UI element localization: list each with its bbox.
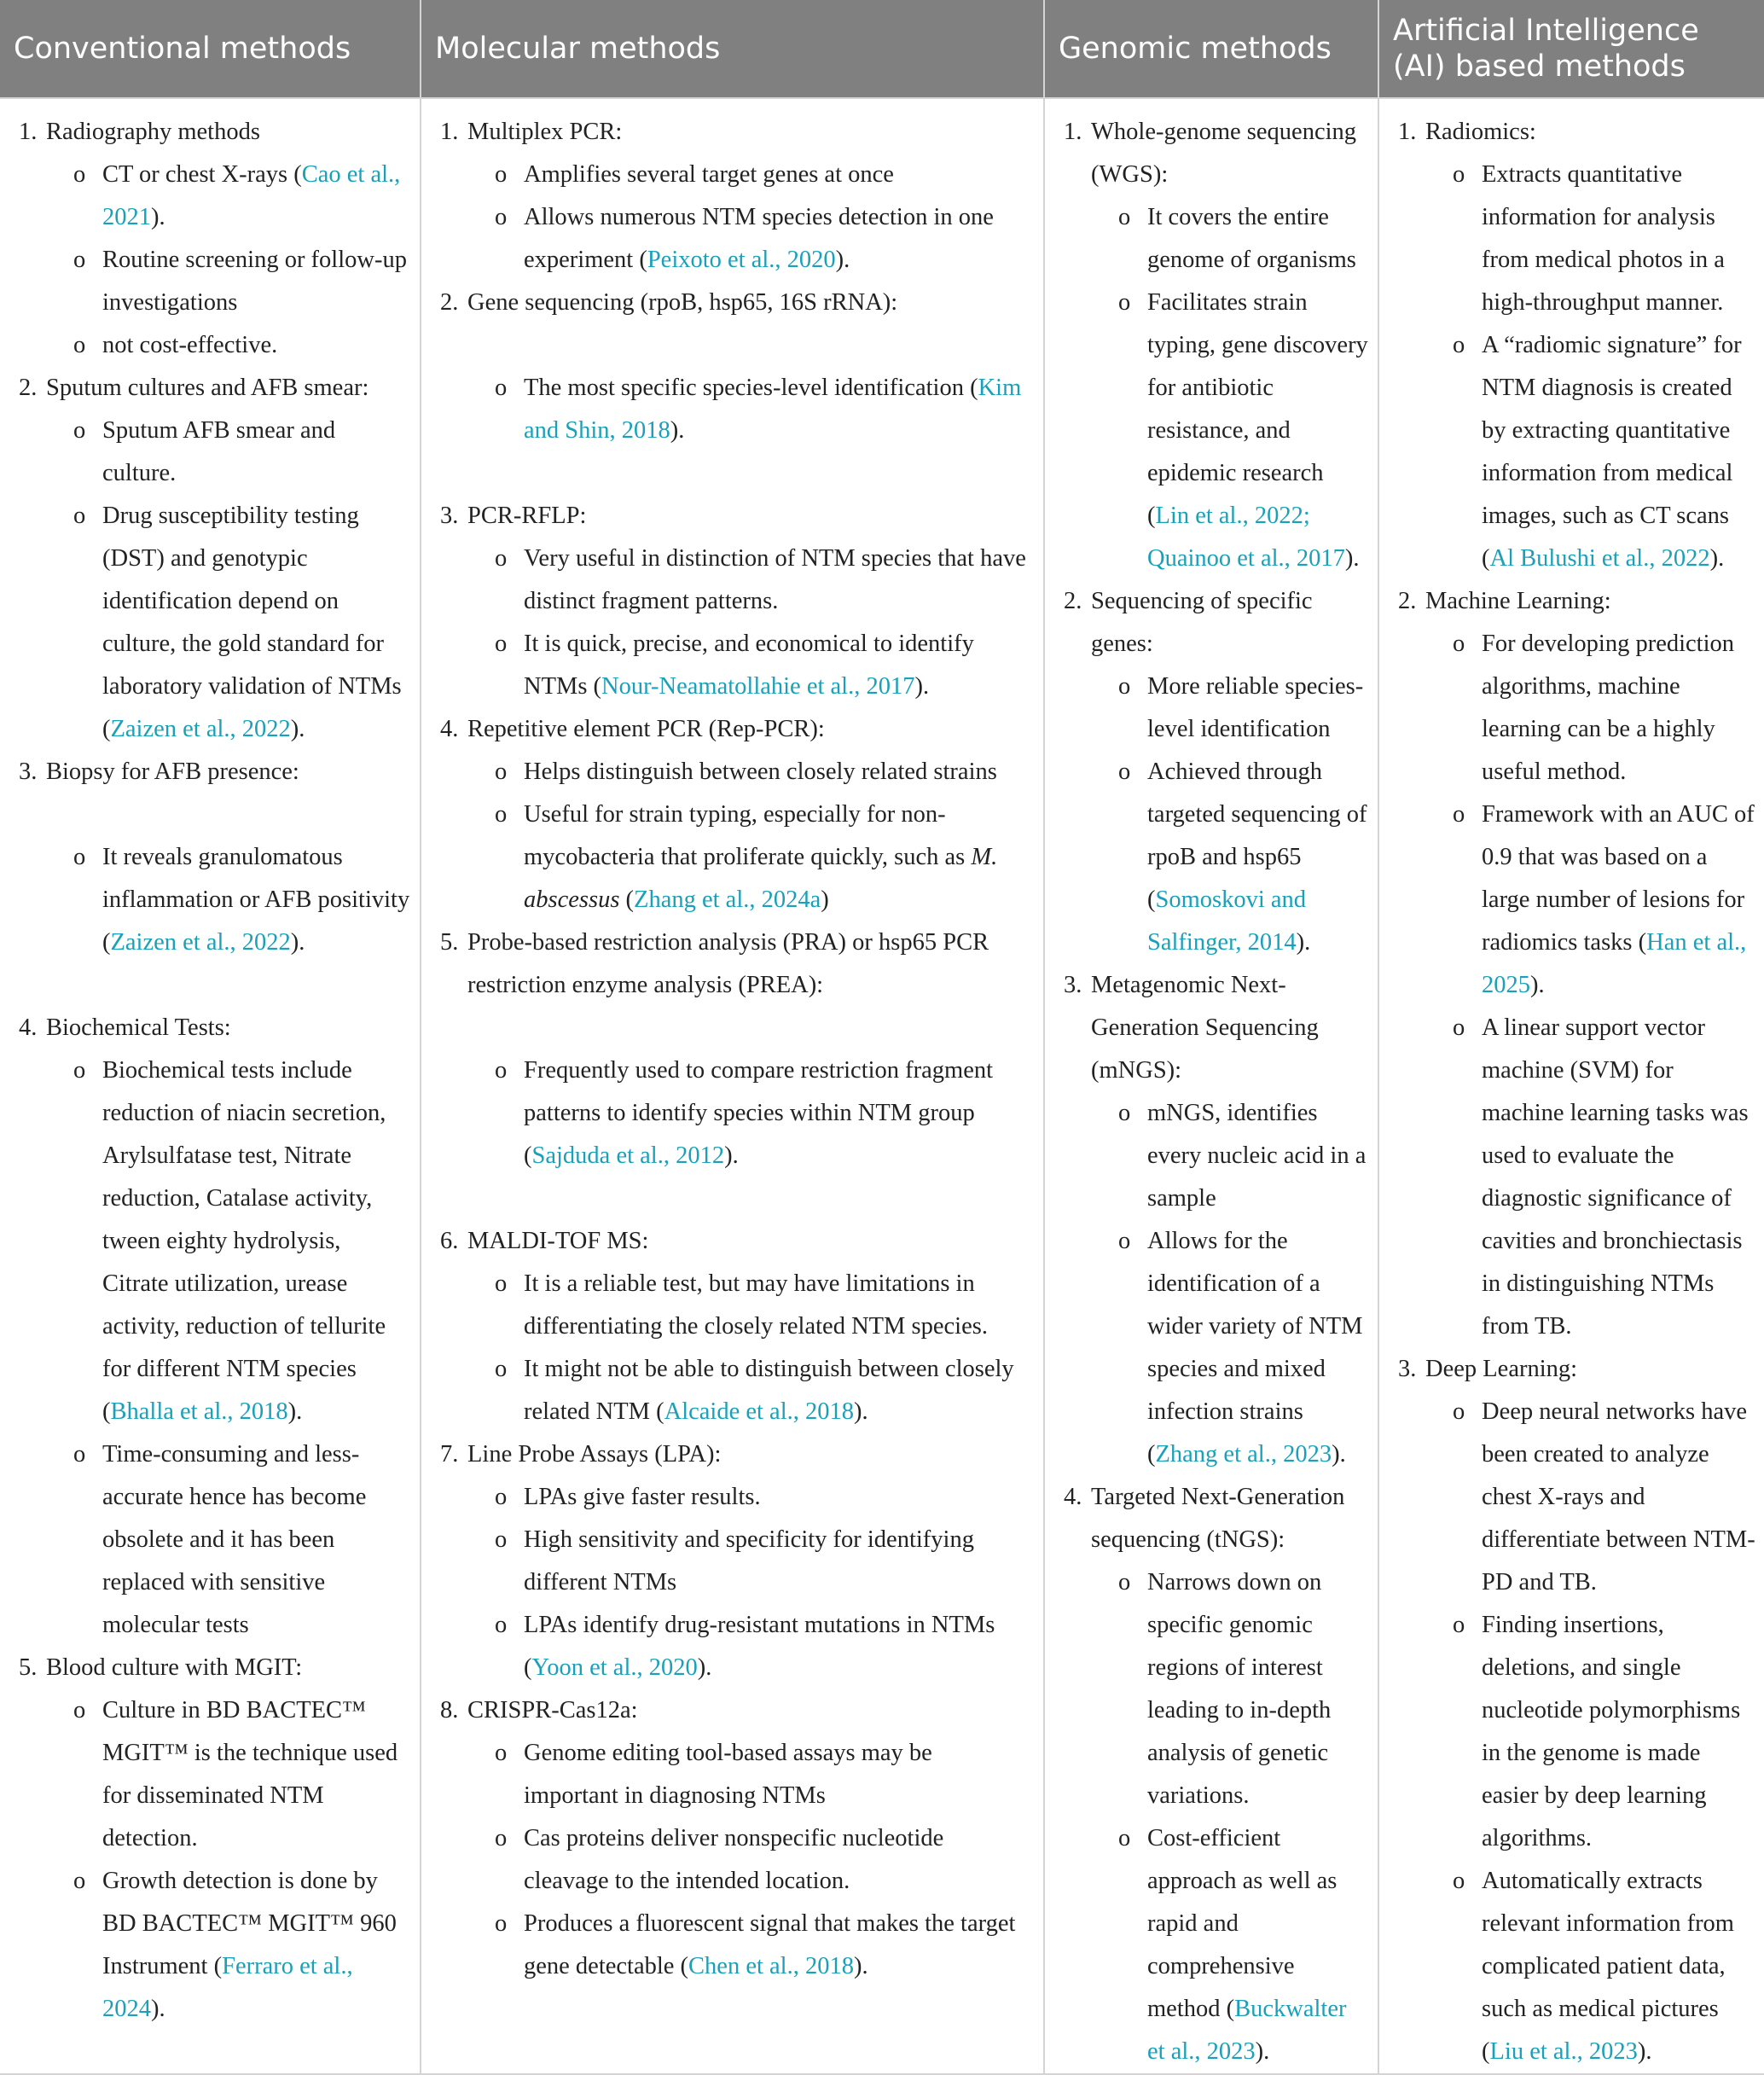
detail-text: Finding insertions, deletions, and single nucleotide polymorphisms in the genome is made easier by deep learning algorithms. <box>1482 1612 1741 1851</box>
detail-item <box>46 239 411 324</box>
detail-text: Allows for the identification of a wider variety of NTM species and mixed infection strains ( <box>1147 1228 1363 1468</box>
header-conventional: Conventional methods <box>0 0 421 98</box>
citation-link[interactable]: Lin et al., 2022; Quainoo et al., 2017 <box>1147 503 1345 572</box>
detail-text: Amplifies several target genes at once <box>524 161 894 188</box>
detail-text: Deep neural networks have been created to analyze chest X-rays and differentiate between NTM-PD and TB. <box>1482 1398 1755 1595</box>
bullet-marker: o <box>1453 631 1465 657</box>
detail-list <box>467 1476 1026 1689</box>
detail-list <box>46 793 411 1007</box>
detail-item <box>467 1903 1026 1988</box>
citation-link[interactable]: Bhalla et al., 2018 <box>110 1398 288 1425</box>
header-molecular: Molecular methods <box>421 0 1044 98</box>
detail-text: ( <box>619 886 635 913</box>
detail-list <box>467 1263 1026 1433</box>
blank-line <box>46 964 411 1007</box>
bullet-marker: o <box>1118 1569 1131 1595</box>
detail-list <box>1091 1092 1369 1476</box>
detail-item <box>1091 666 1369 751</box>
detail-text: ). <box>854 1398 868 1425</box>
detail-list <box>46 154 411 367</box>
detail-item <box>467 1817 1026 1903</box>
item-number: 8. <box>440 1697 459 1723</box>
blank-line <box>467 1177 1026 1220</box>
detail-text: Growth detection is done by BD BACTEC™ MGIT™ 960 Instrument ( <box>102 1868 397 1979</box>
detail-list <box>46 1049 411 1647</box>
citation-link[interactable]: Zhang et al., 2024a <box>634 886 821 913</box>
detail-text: Culture in BD BACTEC™ MGIT™ is the technique used for disseminated NTM detection. <box>102 1697 398 1851</box>
detail-text: LPAs give faster results. <box>524 1484 761 1510</box>
bullet-marker: o <box>495 1356 508 1382</box>
detail-text: ). <box>1709 545 1725 572</box>
detail-item <box>1091 1561 1369 1817</box>
detail-list <box>467 751 1026 921</box>
detail-item <box>1091 1817 1369 2073</box>
detail-text: ). <box>1255 2038 1270 2065</box>
detail-text: Extracts quantitative information for analysis from medical photos in a high-throughput manner. <box>1482 161 1725 316</box>
bullet-marker: o <box>1453 1612 1465 1638</box>
citation-link[interactable]: Yoon et al., 2020 <box>531 1654 698 1681</box>
detail-text: It is quick, precise, and economical to identify NTMs ( <box>524 631 974 700</box>
detail-text: ). <box>287 1398 303 1425</box>
citation-link[interactable]: Cao et al., 2021 <box>102 161 401 230</box>
item-title: Deep Learning: <box>1425 1356 1578 1382</box>
method-item <box>440 111 1026 282</box>
detail-text: ). <box>1332 1441 1346 1468</box>
citation-link[interactable]: Peixoto et al., 2020 <box>647 247 836 273</box>
citation-link[interactable]: Zhang et al., 2023 <box>1155 1441 1332 1468</box>
item-number: 1. <box>440 119 459 145</box>
item-title: Repetitive element PCR (Rep-PCR): <box>467 716 825 742</box>
detail-list <box>1091 1561 1369 2073</box>
item-title: Whole-genome sequencing (WGS): <box>1091 119 1357 188</box>
citation-link[interactable]: Zaizen et al., 2022 <box>110 716 291 742</box>
item-title: Machine Learning: <box>1425 588 1611 614</box>
detail-item <box>467 623 1026 708</box>
method-item <box>440 282 1026 495</box>
bullet-marker: o <box>1453 1014 1465 1041</box>
bullet-marker: o <box>495 204 508 230</box>
citation-link[interactable]: Buckwalter et al., 2023 <box>1147 1996 1347 2065</box>
detail-text: A linear support vector machine (SVM) for machine learning tasks was used to evaluate the diagnostic significance of cavities and bronchiectasis in distinguishing NTMs from TB. <box>1482 1014 1749 1340</box>
bullet-marker: o <box>1453 161 1465 188</box>
item-title: Line Probe Assays (LPA): <box>467 1441 722 1468</box>
bullet-marker: o <box>1453 332 1465 358</box>
blank-line <box>467 324 1026 367</box>
detail-list <box>46 1689 411 2031</box>
detail-text: Allows numerous NTM species detection in one experiment ( <box>524 204 994 273</box>
detail-item <box>467 154 1026 196</box>
detail-item <box>467 1263 1026 1348</box>
detail-item <box>1425 623 1755 793</box>
genomic-column <box>1044 98 1378 2074</box>
detail-item <box>1425 1007 1755 1348</box>
detail-item <box>1425 154 1755 324</box>
detail-item <box>46 1433 411 1647</box>
detail-text: ). <box>670 417 685 444</box>
bullet-marker: o <box>73 1441 86 1468</box>
bullet-marker: o <box>73 1697 86 1723</box>
citation-link[interactable]: Ferraro et al., 2024 <box>102 1953 353 2022</box>
bullet-marker: o <box>1453 801 1465 828</box>
item-number: 4. <box>19 1014 38 1041</box>
detail-item <box>467 1476 1026 1519</box>
method-item <box>1398 111 1755 580</box>
item-number: 2. <box>1398 588 1417 614</box>
detail-text: Useful for strain typing, especially for non-mycobacteria that proliferate quickly, such as <box>524 801 972 870</box>
detail-text: ). <box>697 1654 712 1681</box>
item-title: Multiplex PCR: <box>467 119 623 145</box>
method-item <box>1064 580 1369 964</box>
detail-text: Routine screening or follow-up investigations <box>102 247 407 316</box>
bullet-marker: o <box>73 844 86 870</box>
bullet-marker: o <box>73 161 86 188</box>
item-number: 6. <box>440 1228 459 1254</box>
detail-list <box>1091 666 1369 964</box>
detail-item <box>1091 196 1369 282</box>
detail-text: Produces a fluorescent signal that makes the target gene detectable ( <box>524 1910 1016 1979</box>
detail-item <box>1425 793 1755 1007</box>
detail-item <box>467 1348 1026 1433</box>
detail-text: Achieved through targeted sequencing of rpoB and hsp65 ( <box>1147 759 1367 913</box>
bullet-marker: o <box>495 161 508 188</box>
detail-item <box>46 1689 411 1860</box>
detail-item <box>46 324 411 367</box>
method-list <box>1398 111 1755 2073</box>
item-number: 2. <box>1064 588 1082 614</box>
method-list <box>1064 111 1369 2073</box>
citation-link[interactable]: Kim and Shin, 2018 <box>524 375 1022 444</box>
detail-list <box>467 154 1026 282</box>
bullet-marker: o <box>1453 1868 1465 1894</box>
bullet-marker: o <box>495 631 508 657</box>
item-number: 3. <box>1398 1356 1417 1382</box>
bullet-marker: o <box>495 1612 508 1638</box>
bullet-marker: o <box>495 1057 508 1084</box>
detail-text: ). <box>1296 929 1311 956</box>
item-title: PCR-RFLP: <box>467 503 587 529</box>
detail-list <box>46 410 411 751</box>
item-title: MALDI-TOF MS: <box>467 1228 649 1254</box>
detail-text: The most specific species-level identification ( <box>524 375 978 401</box>
method-item <box>1398 580 1755 1348</box>
citation-link[interactable]: Nour-Neamatollahie et al., 2017 <box>601 673 915 700</box>
item-number: 3. <box>1064 972 1082 998</box>
method-item <box>440 1220 1026 1433</box>
detail-text: Facilitates strain typing, gene discovery for antibiotic resistance, and epidemic research ( <box>1147 289 1368 529</box>
detail-text: More reliable species-level identification <box>1147 673 1364 742</box>
detail-list <box>467 1007 1026 1220</box>
method-item <box>440 1433 1026 1689</box>
item-number: 3. <box>19 759 38 785</box>
bullet-marker: o <box>1118 759 1131 785</box>
detail-text: ). <box>835 247 850 273</box>
bullet-marker: o <box>73 1868 86 1894</box>
bullet-marker: o <box>73 503 86 529</box>
detail-text: ). <box>151 1996 165 2022</box>
bullet-marker: o <box>1118 204 1131 230</box>
detail-text: Cas proteins deliver nonspecific nucleotide cleavage to the intended location. <box>524 1825 944 1894</box>
detail-text: ). <box>290 929 305 956</box>
bullet-marker: o <box>495 1484 508 1510</box>
detail-list <box>1091 196 1369 580</box>
detail-item <box>1091 751 1369 964</box>
item-title: Biochemical Tests: <box>46 1014 231 1041</box>
item-title: Probe-based restriction analysis (PRA) or hsp65 PCR restriction enzyme analysis (PREA): <box>467 929 989 998</box>
detail-text: LPAs identify drug-resistant mutations in NTMs ( <box>524 1612 995 1681</box>
bullet-marker: o <box>495 1825 508 1851</box>
detail-list <box>467 324 1026 495</box>
blank-line <box>467 452 1026 495</box>
detail-text: It reveals granulomatous inflammation or AFB positivity ( <box>102 844 410 956</box>
detail-item <box>467 196 1026 282</box>
bullet-marker: o <box>495 545 508 572</box>
detail-text: High sensitivity and specificity for identifying different NTMs <box>524 1526 974 1595</box>
bullet-marker: o <box>1453 1398 1465 1425</box>
item-number: 4. <box>1064 1484 1082 1510</box>
method-item <box>1064 964 1369 1476</box>
detail-item <box>467 793 1026 921</box>
method-item <box>1064 1476 1369 2073</box>
item-title: Radiomics: <box>1425 119 1536 145</box>
bullet-marker: o <box>1118 1825 1131 1851</box>
header-genomic: Genomic methods <box>1044 0 1378 98</box>
detail-text: Cost-efficient approach as well as rapid and comprehensive method ( <box>1147 1825 1338 2022</box>
method-list <box>19 111 411 2031</box>
detail-item <box>1091 1220 1369 1476</box>
detail-item <box>467 1519 1026 1604</box>
bullet-marker: o <box>73 417 86 444</box>
bullet-marker: o <box>73 247 86 273</box>
detail-item <box>46 410 411 495</box>
item-number: 1. <box>1064 119 1082 145</box>
detail-item <box>46 154 411 239</box>
method-item <box>19 1647 411 2031</box>
item-title: Radiography methods <box>46 119 260 145</box>
detail-text: Narrows down on specific genomic regions of interest leading to in-depth analysis of genetic variations. <box>1147 1569 1332 1809</box>
detail-item <box>46 1860 411 2031</box>
detail-list <box>1425 154 1755 580</box>
detail-text: ) <box>821 886 829 913</box>
item-title: Sputum cultures and AFB smear: <box>46 375 369 401</box>
item-number: 5. <box>19 1654 38 1681</box>
citation-link[interactable]: Sajduda et al., 2012 <box>531 1142 725 1169</box>
item-number: 2. <box>440 289 459 316</box>
detail-text: Frequently used to compare restriction fragment patterns to identify species within NTM group ( <box>524 1057 994 1169</box>
detail-text: ). <box>853 1953 868 1979</box>
method-item <box>1398 1348 1755 2073</box>
bullet-marker: o <box>495 801 508 828</box>
body-row <box>0 98 1764 2074</box>
detail-item <box>467 751 1026 793</box>
detail-text: Genome editing tool-based assays may be important in diagnosing NTMs <box>524 1740 932 1809</box>
citation-link[interactable]: Zaizen et al., 2022 <box>110 929 291 956</box>
detail-item <box>46 495 411 751</box>
detail-text: ). <box>914 673 930 700</box>
bullet-marker: o <box>1118 1100 1131 1126</box>
method-item <box>19 111 411 367</box>
method-item <box>440 495 1026 708</box>
detail-text: ). <box>151 204 165 230</box>
detail-text: ). <box>1344 545 1360 572</box>
bullet-marker: o <box>495 1270 508 1297</box>
detail-text: A “radiomic signature” for NTM diagnosis is created by extracting quantitative information from medical images, such as CT scans ( <box>1482 332 1742 572</box>
detail-item <box>467 538 1026 623</box>
method-item <box>440 921 1026 1220</box>
method-list <box>440 111 1026 1988</box>
bullet-marker: o <box>495 1910 508 1937</box>
detail-item <box>467 367 1026 452</box>
detail-text: ). <box>290 716 305 742</box>
detail-text: Very useful in distinction of NTM species that have distinct fragment patterns. <box>524 545 1026 614</box>
detail-list <box>1425 1391 1755 2073</box>
item-number: 5. <box>440 929 459 956</box>
method-item <box>440 1689 1026 1988</box>
detail-item <box>467 1049 1026 1177</box>
detail-item <box>1091 282 1369 580</box>
detail-item <box>467 1604 1026 1689</box>
item-title: CRISPR-Cas12a: <box>467 1697 638 1723</box>
item-number: 3. <box>440 503 459 529</box>
citation-link[interactable]: Alcaide et al., 2018 <box>664 1398 854 1425</box>
bullet-marker: o <box>73 332 86 358</box>
header-ai: Artificial Intelligence (AI) based methods <box>1378 0 1764 98</box>
item-title: Blood culture with MGIT: <box>46 1654 303 1681</box>
citation-link[interactable]: Al Bulushi et al., 2022 <box>1489 545 1710 572</box>
detail-text: It is a reliable test, but may have limitations in differentiating the closely related NTM species. <box>524 1270 988 1340</box>
molecular-column <box>421 98 1044 2074</box>
bullet-marker: o <box>495 759 508 785</box>
species-name: M. abscessus <box>524 844 998 913</box>
detail-text: ). <box>724 1142 739 1169</box>
method-item <box>440 708 1026 921</box>
detail-item <box>467 1732 1026 1817</box>
citation-link[interactable]: Chen et al., 2018 <box>688 1953 854 1979</box>
bullet-marker: o <box>1118 673 1131 700</box>
detail-text: Drug susceptibility testing (DST) and genotypic identification depend on culture, the gold standard for laboratory validation of NTMs ( <box>102 503 402 742</box>
detail-item <box>46 836 411 964</box>
detail-text: ). <box>1637 2038 1652 2065</box>
item-title: Metagenomic Next-Generation Sequencing (mNGS): <box>1091 972 1319 1084</box>
item-number: 7. <box>440 1441 459 1468</box>
detail-text: For developing prediction algorithms, machine learning can be a highly useful method. <box>1482 631 1735 785</box>
detail-text: Framework with an AUC of 0.9 that was based on a large number of lesions for radiomics tasks ( <box>1482 801 1755 956</box>
detail-text: ). <box>1530 972 1545 998</box>
method-item <box>1064 111 1369 580</box>
conventional-column <box>0 98 421 2074</box>
detail-item <box>1425 1860 1755 2073</box>
detail-text: Biochemical tests include reduction of niacin secretion, Arylsulfatase test, Nitrate reduction, Catalase activity, tween eighty hydrolysis, Citrate utilization, urease activity, reduction of tellurite for different NTM species ( <box>102 1057 386 1425</box>
blank-line <box>46 793 411 836</box>
item-title: Gene sequencing (rpoB, hsp65, 16S rRNA): <box>467 289 898 316</box>
header-row <box>0 0 1764 98</box>
detail-item <box>1425 1604 1755 1860</box>
detail-text: mNGS, identifies every nucleic acid in a sample <box>1147 1100 1367 1212</box>
detail-text: CT or chest X-rays ( <box>102 161 302 188</box>
citation-link[interactable]: Han et al., 2025 <box>1482 929 1747 998</box>
ai-column <box>1378 98 1764 2074</box>
detail-text: Helps distinguish between closely related strains <box>524 759 997 785</box>
item-title: Sequencing of specific genes: <box>1091 588 1313 657</box>
citation-link[interactable]: Liu et al., 2023 <box>1489 2038 1638 2065</box>
bullet-marker: o <box>73 1057 86 1084</box>
detail-text: It covers the entire genome of organisms <box>1147 204 1356 273</box>
method-item <box>19 367 411 751</box>
item-title: Biopsy for AFB presence: <box>46 759 299 785</box>
bullet-marker: o <box>495 1740 508 1766</box>
item-number: 1. <box>19 119 38 145</box>
item-number: 4. <box>440 716 459 742</box>
item-title: Targeted Next-Generation sequencing (tNGS): <box>1091 1484 1345 1553</box>
citation-link[interactable]: Somoskovi and Salfinger, 2014 <box>1147 886 1307 956</box>
bullet-marker: o <box>495 375 508 401</box>
detail-item <box>1091 1092 1369 1220</box>
detail-item <box>1425 1391 1755 1604</box>
detail-item <box>46 1049 411 1433</box>
item-number: 2. <box>19 375 38 401</box>
detail-text: It might not be able to distinguish between closely related NTM ( <box>524 1356 1014 1425</box>
detail-text: Automatically extracts relevant information from complicated patient data, such as medical pictures ( <box>1482 1868 1734 2065</box>
detail-list <box>467 1732 1026 1988</box>
detail-text: Time-consuming and less-accurate hence has become obsolete and it has been replaced with sensitive molecular tests <box>102 1441 367 1638</box>
bullet-marker: o <box>1118 289 1131 316</box>
bullet-marker: o <box>495 1526 508 1553</box>
detail-list <box>467 538 1026 708</box>
detail-item <box>1425 324 1755 580</box>
blank-line <box>467 1007 1026 1049</box>
method-item <box>19 1007 411 1647</box>
bullet-marker: o <box>1118 1228 1131 1254</box>
method-item <box>19 751 411 1007</box>
item-number: 1. <box>1398 119 1417 145</box>
detail-text: Sputum AFB smear and culture. <box>102 417 336 486</box>
detail-text: not cost-effective. <box>102 332 278 358</box>
detail-list <box>1425 623 1755 1348</box>
